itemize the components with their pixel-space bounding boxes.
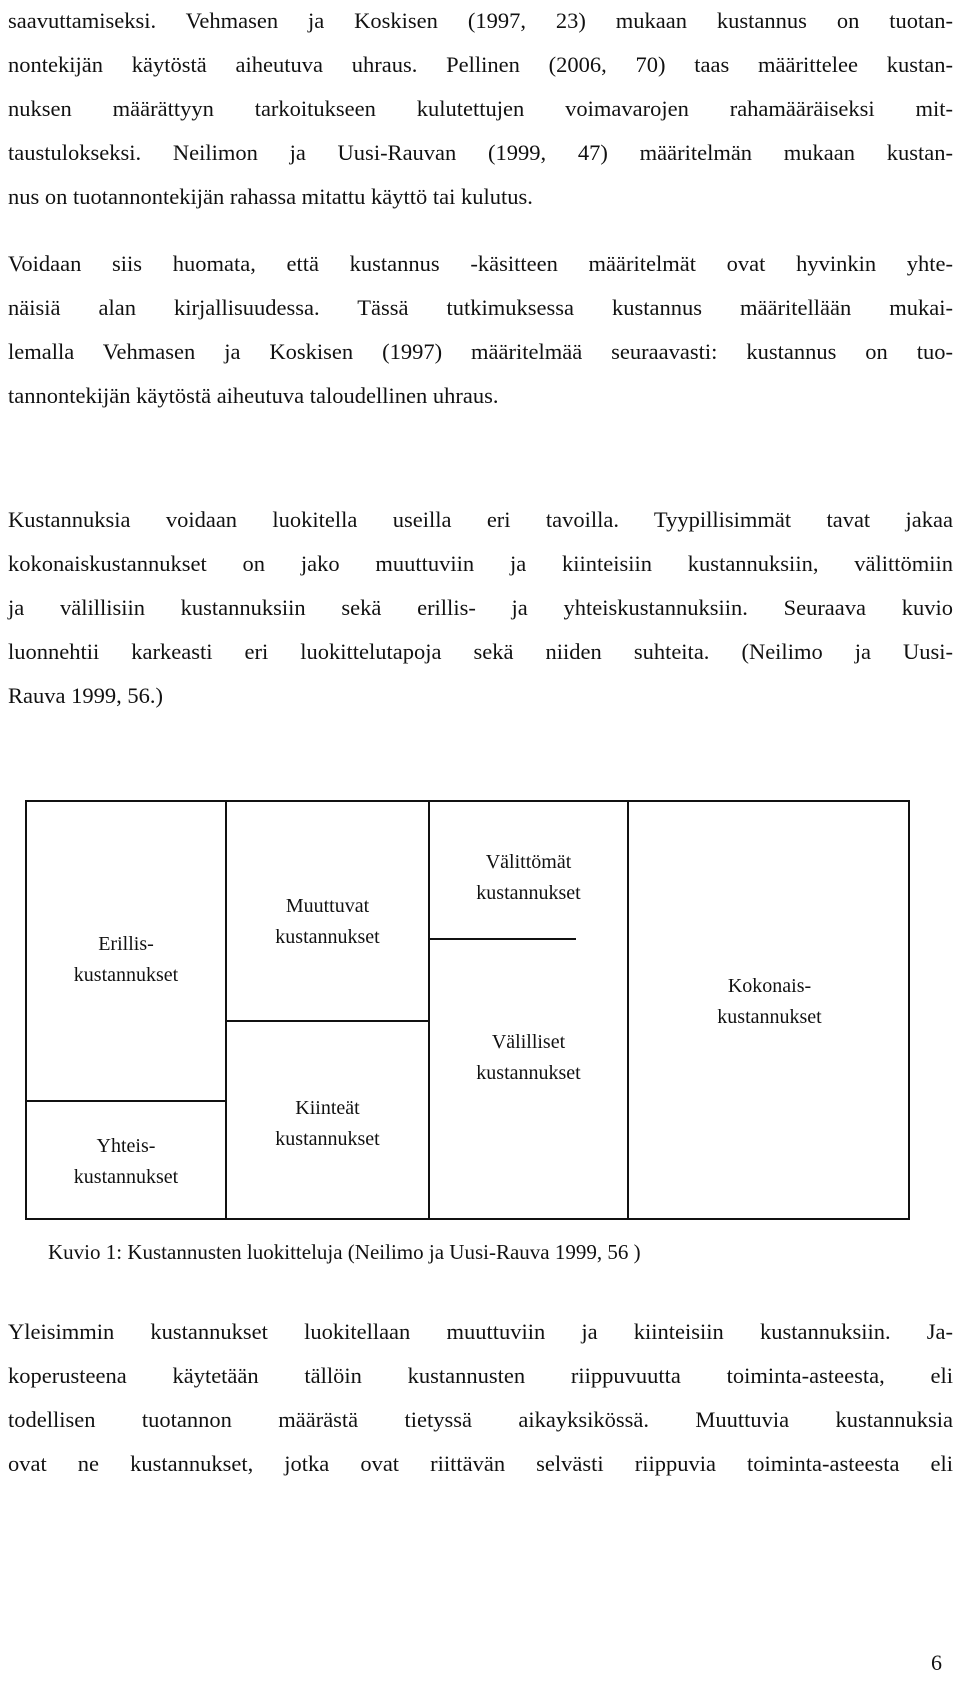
cell-label: kustannukset — [275, 926, 380, 948]
text-line: ovat ne kustannukset, jotka ovat riittävän selvästi riippuvia toiminta-asteesta eli — [8, 1451, 953, 1476]
text-line: kokonaiskustannukset on jako muuttuviin ja kiinteisiin kustannuksiin, välittömiin — [8, 551, 953, 576]
divider — [428, 938, 576, 940]
muuttuvat-cell — [227, 884, 428, 960]
cell-label: Kokonais- — [727, 975, 812, 997]
text-line: nuksen määrättyyn tarkoitukseen kulutettujen voimavarojen rahamääräiseksi mit- — [8, 96, 953, 121]
text-line: nontekijän käytöstä aiheutuva uhraus. Pellinen (2006, 70) taas määrittelee kustan- — [8, 52, 953, 77]
paragraph-summary — [8, 242, 953, 418]
text-line: ja välillisiin kustannuksiin sekä erillis- ja yhteiskustannuksiin. Seuraava kuvio — [8, 595, 953, 620]
kiinteat-cell — [227, 1086, 428, 1162]
cell-label: Yhteis- — [96, 1135, 156, 1157]
text-line: todellisen tuotannon määrästä tietyssä aikayksikössä. Muuttuvia kustannuksia — [8, 1407, 953, 1432]
cell-label: Kiinteät — [295, 1097, 360, 1119]
paragraph-classification — [8, 498, 953, 718]
text-line: Voidaan siis huomata, että kustannus -käsitteen määritelmät ovat hyvinkin yhte- — [8, 251, 953, 276]
divider — [27, 1100, 225, 1102]
divider — [225, 1020, 428, 1022]
page-number: 6 — [931, 1650, 942, 1675]
text-line: näisiä alan kirjallisuudessa. Tässä tutkimuksessa kustannus määritellään mukai- — [8, 295, 953, 320]
cell-label: Välittömät — [485, 851, 572, 873]
cell-label: kustannukset — [476, 1062, 581, 1084]
cell-label: kustannukset — [717, 1006, 822, 1028]
text-line: tannontekijän käytöstä aiheutuva taloudellinen uhraus. — [8, 383, 499, 408]
paragraph-definitions — [8, 0, 953, 219]
cell-label: kustannukset — [275, 1128, 380, 1150]
text-line: lemalla Vehmasen ja Koskisen (1997) määritelmää seuraavasti: kustannus on tuo- — [8, 339, 953, 364]
valilliset-cell — [430, 1020, 627, 1096]
erillis-cell — [27, 922, 225, 998]
cell-label: Välilliset — [491, 1031, 566, 1053]
cell-label: Erillis- — [98, 933, 154, 955]
cell-label: Muuttuvat — [285, 895, 370, 917]
paragraph-variable-fixed — [8, 1310, 953, 1486]
cell-label: kustannukset — [476, 882, 581, 904]
figure-caption: Kuvio 1: Kustannusten luokitteluja (Neilimo ja Uusi-Rauva 1999, 56 ) — [48, 1240, 641, 1264]
text-line: Yleisimmin kustannukset luokitellaan muuttuviin ja kiinteisiin kustannuksiin. Ja- — [8, 1319, 953, 1344]
cost-classification-diagram — [25, 800, 910, 1220]
text-line: Rauva 1999, 56.) — [8, 683, 163, 708]
text-line: luonnehtii karkeasti eri luokittelutapoja sekä niiden suhteita. (Neilimo ja Uusi- — [8, 639, 953, 664]
cell-label: kustannukset — [73, 964, 179, 986]
text-line: nus on tuotannontekijän rahassa mitattu käyttö tai kulutus. — [8, 184, 533, 209]
text-line: taustulokseksi. Neilimon ja Uusi-Rauvan (1999, 47) määritelmän mukaan kustan- — [8, 140, 953, 165]
text-line: saavuttamiseksi. Vehmasen ja Koskisen (1997, 23) mukaan kustannus on tuotan- — [8, 8, 953, 33]
valittomat-cell — [430, 840, 627, 916]
text-line: Kustannuksia voidaan luokitella useilla eri tavoilla. Tyypillisimmät tavat jakaa — [8, 507, 953, 532]
kokonais-cell — [629, 964, 910, 1040]
text-line: koperusteena käytetään tällöin kustannusten riippuvuutta toiminta-asteesta, eli — [8, 1363, 953, 1388]
yhteis-cell — [27, 1124, 225, 1200]
cell-label: kustannukset — [73, 1166, 179, 1188]
